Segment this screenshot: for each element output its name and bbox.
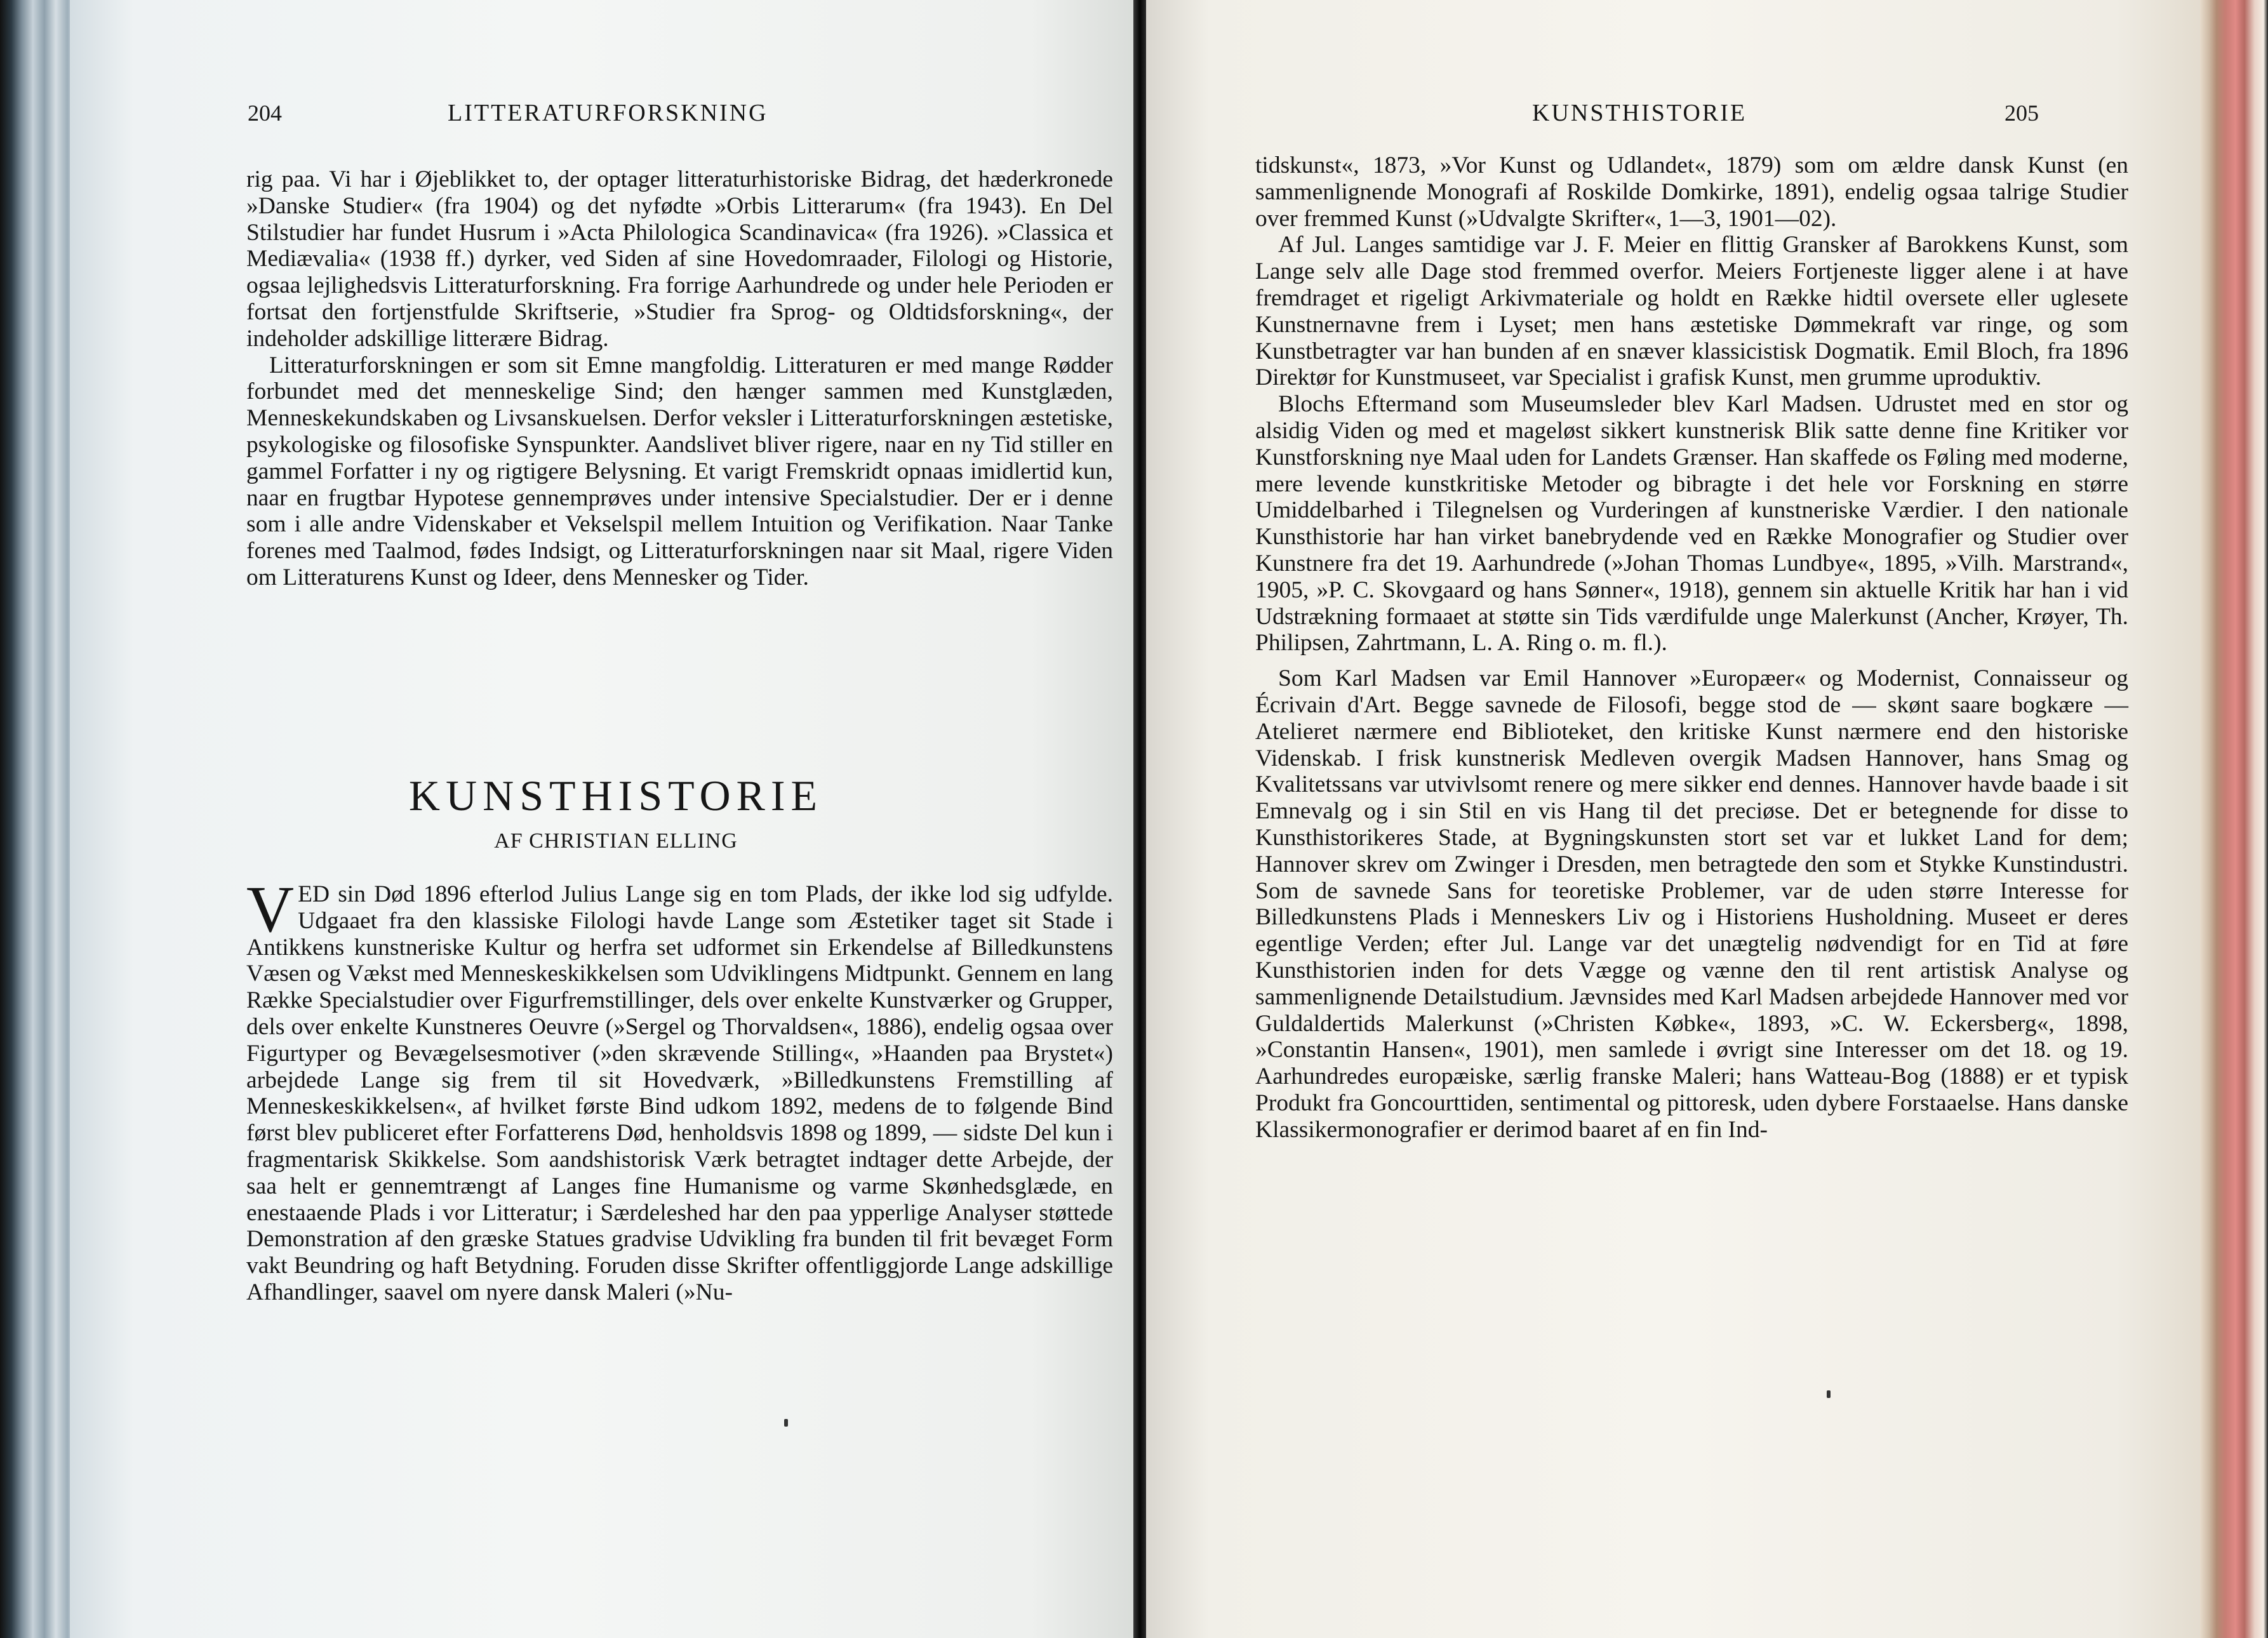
paragraph: tidskunst«, 1873, »Vor Kunst og Udlandet«, 1879) som om ældre dansk Kunst (en sammenlignende Monografi af Roskilde Domkirke, 1891), endelig ogsaa talrige Studier over fremmed Kunst (»Udvalgte Skrifter«, 1—3, 1901—02).: [1255, 152, 2128, 232]
left-top-text: [246, 166, 1113, 591]
paragraph: Litteraturforskningen er som sit Emne mangfoldig. Litteraturen er med mange Rødder forbundet med det menneskelige Sind; den hænger sammen med Kunstglæden, Menneskekundskaben og Livsanskuelsen. Derfor veksler i Litteraturforskningen æstetiske, psykologiske og filosofiske Synspunkter. Aandslivet bliver rigere, naar en ny Tid stiller en gammel Forfatter i ny og rigtigere Belysning. Et varigt Fremskridt opnaas imidlertid kun, naar en frugtbar Hypotese gennemprøves under intensive Specialstudier. Der er i denne som i alle andre Videnskaber et Vekselspil mellem Intuition og Verifikation. Naar Tanke forenes med Taalmod, fødes Indsigt, og Litteraturforskningen naar sit Maal, rigere Viden om Litteraturens Kunst og Ideer, dens Mennesker og Tider.: [246, 352, 1113, 590]
chapter-title: KUNSTHISTORIE: [408, 771, 824, 820]
chapter-opening-text: [246, 873, 1113, 1306]
paragraph: rig paa. Vi har i Øjeblikket to, der optager litteraturhistoriske Bidrag, det hæderkronede »Danske Studier« (fra 1904) og det nyfødte »Orbis Litterarum« (fra 1943). En Del Stilstudier har fundet Husrum i »Acta Philologica Scandinavica« (fra 1926). »Classica et Mediævalia« (1938 ff.) dyrker, ved Siden af sine Hovedomraader, Filologi og Historie, ogsaa lejlighedsvis Litteraturforskning. Fra forrige Aarhundrede og under hele Perioden er fortsat den fortjenstfulde Skriftserie, »Studier fra Sprog- og Oldtidsforskning«, der indeholder adskillige litterære Bidrag.: [246, 166, 1113, 352]
page-speck: [1827, 1390, 1831, 1398]
chapter-author: AF CHRISTIAN ELLING: [494, 829, 738, 853]
right-page: [1146, 0, 2200, 1638]
paragraph: Blochs Eftermand som Museumsleder blev Karl Madsen. Udrustet med en stor og alsidig Viden og med et mageløst sikkert kunstnerisk Blik satte denne fine Kritiker vor Kunstforskning nye Maal uden for Landets Grænser. Han skaffede os Føling med moderne, mere levende kunstkritiske Metoder og bibragte i det hele vor Forskning en større Umiddelbarhed i Tilegnelsen og Vurderingen af kunstneriske Værdier. I den nationale Kunsthistorie har han virket banebrydende ved en Række Monografier og Studier over Kunstnere fra det 19. Aarhundrede (»Johan Thomas Lundbye«, 1895, »Vilh. Marstrand«, 1905, »P. C. Skovgaard og hans Sønner«, 1918), gennem sin aktuelle Kritik har han i vid Udstrækning formaaet at støtte sin Tids værdifulde unge Malerkunst (Ancher, Krøyer, Th. Philipsen, Zahrtmann, L. A. Ring o. m. fl.).: [1255, 391, 2128, 656]
book-gutter: [1133, 0, 1146, 1638]
page-number-left: 204: [248, 100, 282, 126]
right-page-text: [1255, 152, 2128, 1143]
left-page: [70, 0, 1137, 1638]
paragraph: Af Jul. Langes samtidige var J. F. Meier en flittig Gransker af Barokkens Kunst, som Lange selv alle Dage stod fremmed overfor. Meiers Fortjeneste ligger alene i at have fremdraget et rigeligt Arkivmateriale og holdt en Række hidtil oversete eller uglesete Kunstnernavne frem i Lyset; men hans æstetiske Dømmekraft var ringe, og som Kunstbetragter var han bunden af en snæver klassicistisk Dogmatik. Emil Bloch, fra 1896 Direktør for Kunstmuseet, var Specialist i grafisk Kunst, men grumme uproduktiv.: [1255, 232, 2128, 391]
book-edge-right: [2200, 0, 2268, 1638]
drop-cap: V: [246, 873, 295, 946]
running-head-right: KUNSTHISTORIE: [1532, 100, 1747, 126]
paragraph: Som Karl Madsen var Emil Hannover »Europæer« og Modernist, Connaisseur og Écrivain d'Art. Begge savnede de Filosofi, begge stod de — skønt saare bogkære — Atelieret nærmere end Biblioteket, den kritiske Kunst nærmere end den historiske Videnskab. I frisk kunstnerisk Medleven overgik Madsen Hannover, hans Smag og Kvalitetssans var utvivlsomt renere og mere sikker end dennes. Hannover havde baade i sit Emnevalg og i sin Stil en vis Hang til det preciøse. Det er betegnende for disse to Kunsthistorikeres Stade, at Bygningskunsten stort set var et lukket Land for dem; Hannover skrev om Zwinger i Dresden, men betragtede den som et Stykke Kunstindustri. Som de savnede Sans for teoretiske Problemer, var de uden større Interesse for Billedkunstens Plads i Menneskers Liv og i Historiens Husholdning. Museet er deres egentlige Verden; efter Jul. Lange var det unægtelig nødvendigt for en Tid at føre Kunsthistorien inden for dets Vægge og vænne den til rent artistisk Analyse og sammenlignende Detailstudium. Jævnsides med Karl Madsen arbejdede Hannover med vor Guldaldertids Malerkunst (»Christen Købke«, 1893, »C. W. Eckersberg«, 1898, »Constantin Hansen«, 1901), men samlede i øvrigt sine Interesser om det 18. og 19. Aarhundredes europæiske, særlig franske Maleri; hans Watteau-Bog (1888) er et typisk Produkt fra Goncourttiden, sentimental og pittoresk, uden dybere Forstaaelse. Hans danske Klassikermonografier er derimod baaret af en fin Ind-: [1255, 665, 2128, 1143]
page-speck: [784, 1419, 788, 1427]
page-number-right: 205: [2005, 100, 2039, 126]
paragraph: ED sin Død 1896 efterlod Julius Lange sig en tom Plads, der ikke lod sig udfylde. Udgaaet fra den klassiske Filologi havde Lange som Æstetiker taget sit Stade i Antikkens kunstneriske Kultur og herfra set udformet sin Erkendelse af Billedkunstens Væsen og Vækst med Menneskeskikkelsen som Udviklingens Midtpunkt. Gennem en lang Række Specialstudier over Figurfremstillinger, dels over enkelte Kunstværker og Grupper, dels over enkelte Kunstneres Oeuvre (»Sergel og Thorvaldsen«, 1886), endelig ogsaa over Figurtyper og Bevægelsesmotiver (»den skrævende Stilling«, »Haanden paa Brystet«) arbejdede Lange sig frem til sit Hovedværk, »Billedkunstens Fremstilling af Menneskeskikkelsen«, af hvilket første Bind udkom 1892, medens de to følgende Bind først blev publiceret efter Forfatterens Død, henholdsvis 1898 og 1899, — sidste Del kun i fragmentarisk Skikkelse. Som aandshistorisk Værk betragtet indtager dette Arbejde, der saa helt er gennemtrængt af Langes fine Humanisme og varme Skønhedsglæde, en enestaaende Plads i vor Litteratur; i Særdeleshed har den paa ypperlige Analyser støttede Demonstration af den græske Statues gradvise Udvikling fra bunden til frit bevæget Form vakt Beundring og haft Betydning. Foruden disse Skrifter offentliggjorde Lange adskillige Afhandlinger, saavel om nyere dansk Maleri (»Nu-: [246, 881, 1113, 1305]
running-head-left: LITTERATURFORSKNING: [448, 100, 768, 126]
